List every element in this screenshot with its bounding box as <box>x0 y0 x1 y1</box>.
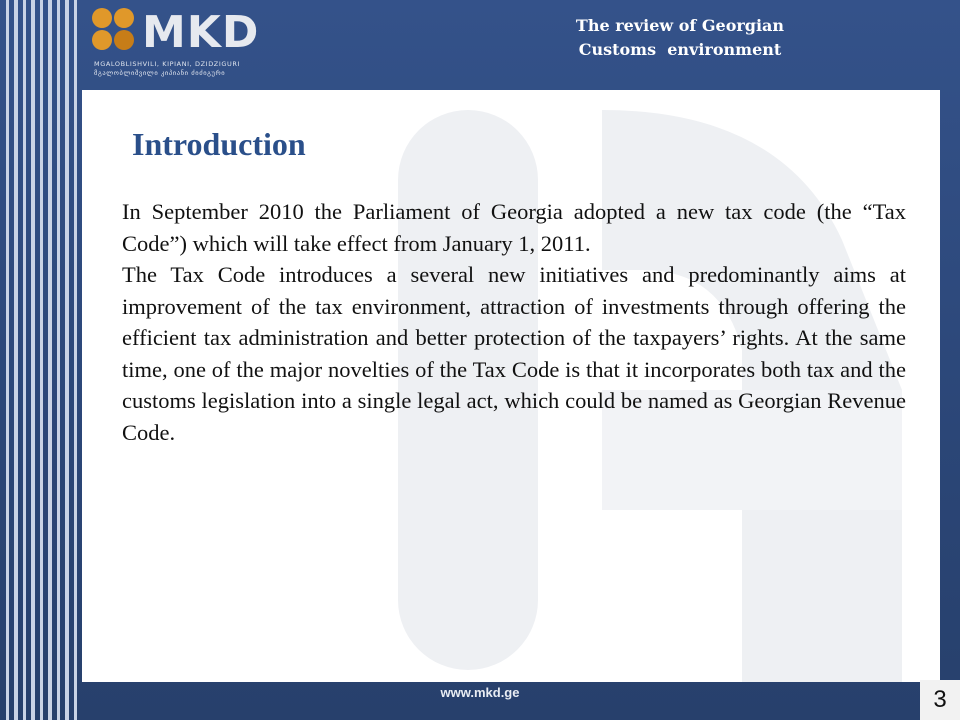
header-title-line2: Customs environment <box>578 40 782 59</box>
slide-content <box>82 90 940 682</box>
header-title-line1: The review of Georgian <box>575 16 785 35</box>
left-stripes <box>0 0 80 720</box>
body-text <box>122 196 906 448</box>
paragraph-1: In September 2010 the Parliament of Georgia adopted a new tax code (the “Tax Code”) which will take effect from January 1, 2011. <box>122 199 906 256</box>
page-number: 3 <box>920 680 960 720</box>
logo-subtitle-latin: MGALOBLISHVILI, KIPIANI, DZIDZIGURI <box>94 60 240 68</box>
paragraph-2: The Tax Code introduces a several new initiatives and predominantly aims at improvement of the tax environment, attraction of investments through offering the efficient tax administration and better protection of the taxpayers’ rights. At the same time, one of the major novelties of the Tax Code is that it incorporates both tax and the customs legislation into a single legal act, which could be named as Georgian Revenue Code. <box>122 262 906 445</box>
mkd-logo <box>92 8 282 84</box>
footer-url: www.mkd.ge <box>440 685 520 700</box>
logo-text: MKD <box>142 7 260 58</box>
logo-subtitle-georgian: მგალობლიშვილი კიპიანი ძიძიგური <box>94 69 226 77</box>
slide-title: Introduction <box>132 126 306 162</box>
header-bar <box>0 0 960 88</box>
header-title <box>520 14 840 62</box>
logo-mark-icon <box>92 8 136 52</box>
